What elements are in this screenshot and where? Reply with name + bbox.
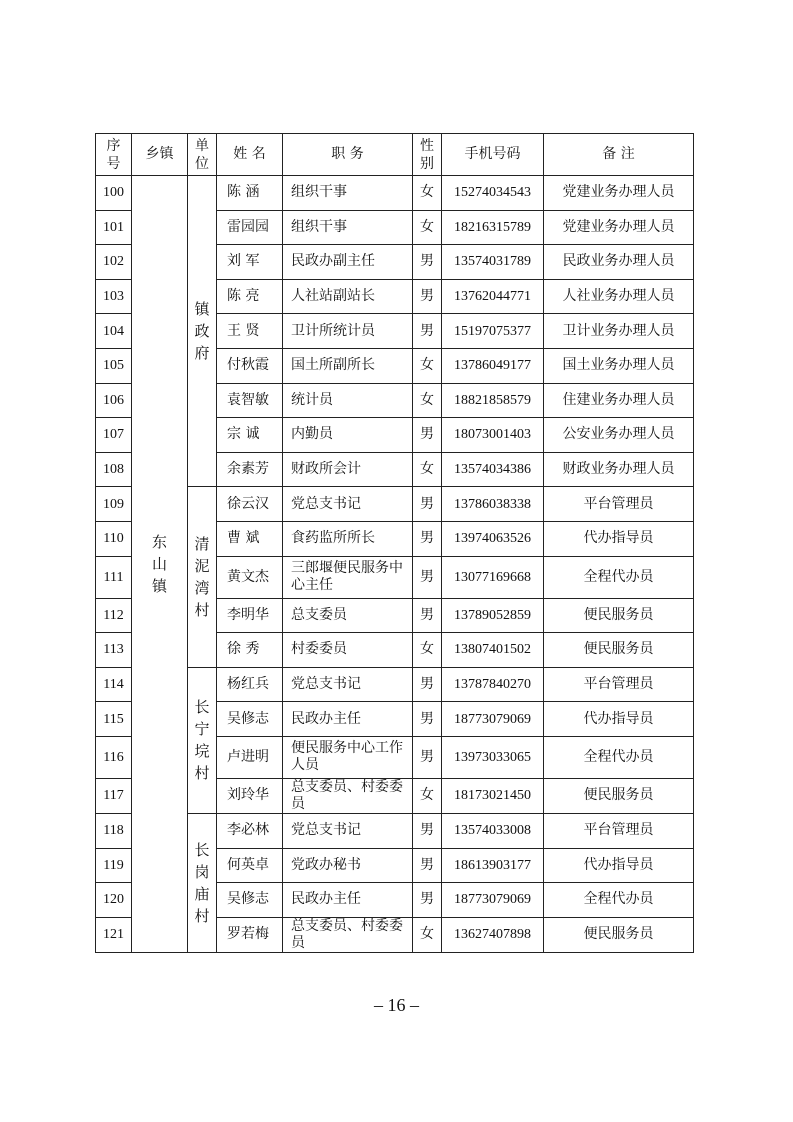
row-phone: 18821858579: [442, 383, 544, 418]
row-gender: 男: [413, 556, 442, 598]
row-remark: 便民服务员: [544, 598, 694, 633]
row-gender: 女: [413, 348, 442, 383]
row-remark: 全程代办员: [544, 736, 694, 778]
row-name: 黄文杰: [217, 556, 283, 598]
row-remark: 平台管理员: [544, 813, 694, 848]
row-index: 101: [96, 210, 132, 245]
header-name: 姓 名: [217, 134, 283, 176]
row-position: 食药监所所长: [283, 521, 413, 556]
row-position: 民政办主任: [283, 702, 413, 737]
row-position: 组织干事: [283, 210, 413, 245]
row-gender: 男: [413, 598, 442, 633]
row-gender: 男: [413, 702, 442, 737]
unit-cell: [188, 487, 217, 667]
row-phone: 13807401502: [442, 633, 544, 668]
row-phone: 18216315789: [442, 210, 544, 245]
row-index: 107: [96, 418, 132, 453]
row-name: 袁智敏: [217, 383, 283, 418]
row-phone: 13789052859: [442, 598, 544, 633]
town-cell: [132, 176, 188, 953]
header-unit: 单位: [188, 134, 217, 176]
row-name: 杨红兵: [217, 667, 283, 702]
row-remark: 国土业务办理人员: [544, 348, 694, 383]
row-phone: 13762044771: [442, 279, 544, 314]
row-remark: 代办指导员: [544, 848, 694, 883]
row-phone: 13574031789: [442, 245, 544, 280]
row-gender: 男: [413, 883, 442, 918]
row-gender: 男: [413, 314, 442, 349]
row-index: 116: [96, 736, 132, 778]
row-phone: 13786038338: [442, 487, 544, 522]
row-remark: 民政业务办理人员: [544, 245, 694, 280]
unit-label: 长宁垸村: [194, 698, 210, 783]
row-name: 雷园园: [217, 210, 283, 245]
row-index: 108: [96, 452, 132, 487]
row-remark: 便民服务员: [544, 917, 694, 952]
header-town: 乡镇: [132, 134, 188, 176]
header-position: 职 务: [283, 134, 413, 176]
row-name: 徐云汉: [217, 487, 283, 522]
row-index: 109: [96, 487, 132, 522]
row-index: 105: [96, 348, 132, 383]
unit-label: 清泥湾村: [194, 535, 210, 620]
page-number: – 16 –: [374, 995, 419, 1015]
header-remark: 备 注: [544, 134, 694, 176]
row-name: 李明华: [217, 598, 283, 633]
row-gender: 男: [413, 418, 442, 453]
row-index: 111: [96, 556, 132, 598]
row-name: 罗若梅: [217, 917, 283, 952]
staff-table: [95, 133, 694, 953]
row-gender: 女: [413, 210, 442, 245]
row-position: 内勤员: [283, 418, 413, 453]
row-gender: 女: [413, 452, 442, 487]
row-phone: 13787840270: [442, 667, 544, 702]
row-index: 102: [96, 245, 132, 280]
header-phone: 手机号码: [442, 134, 544, 176]
row-gender: 女: [413, 917, 442, 952]
row-remark: 全程代办员: [544, 556, 694, 598]
row-remark: 人社业务办理人员: [544, 279, 694, 314]
row-gender: 女: [413, 778, 442, 813]
row-phone: 13077169668: [442, 556, 544, 598]
row-remark: 代办指导员: [544, 521, 694, 556]
row-position: 党总支书记: [283, 667, 413, 702]
row-phone: 13574034386: [442, 452, 544, 487]
row-position: 组织干事: [283, 176, 413, 211]
row-position: 总支委员、村委委员: [283, 917, 413, 952]
row-gender: 女: [413, 633, 442, 668]
row-remark: 公安业务办理人员: [544, 418, 694, 453]
row-index: 114: [96, 667, 132, 702]
row-position: 便民服务中心工作人员: [283, 736, 413, 778]
row-name: 陈 亮: [217, 279, 283, 314]
row-gender: 男: [413, 245, 442, 280]
row-position: 财政所会计: [283, 452, 413, 487]
row-remark: 党建业务办理人员: [544, 210, 694, 245]
header-index: 序号: [96, 134, 132, 176]
table-body: [96, 176, 694, 953]
row-gender: 男: [413, 813, 442, 848]
row-remark: 便民服务员: [544, 633, 694, 668]
row-phone: 18073001403: [442, 418, 544, 453]
row-gender: 男: [413, 487, 442, 522]
row-index: 100: [96, 176, 132, 211]
row-gender: 男: [413, 279, 442, 314]
row-name: 刘 军: [217, 245, 283, 280]
row-position: 卫计所统计员: [283, 314, 413, 349]
row-name: 徐 秀: [217, 633, 283, 668]
row-gender: 男: [413, 848, 442, 883]
row-index: 113: [96, 633, 132, 668]
row-index: 118: [96, 813, 132, 848]
row-phone: 18773079069: [442, 883, 544, 918]
row-index: 104: [96, 314, 132, 349]
header-gender: 性别: [413, 134, 442, 176]
row-position: 总支委员: [283, 598, 413, 633]
row-name: 陈 涵: [217, 176, 283, 211]
unit-cell: [188, 667, 217, 813]
row-phone: 13574033008: [442, 813, 544, 848]
row-gender: 男: [413, 736, 442, 778]
row-position: 总支委员、村委委员: [283, 778, 413, 813]
row-remark: 卫计业务办理人员: [544, 314, 694, 349]
row-gender: 女: [413, 383, 442, 418]
row-position: 人社站副站长: [283, 279, 413, 314]
table-header-row: [96, 134, 694, 176]
row-index: 119: [96, 848, 132, 883]
row-phone: 18613903177: [442, 848, 544, 883]
row-phone: 15274034543: [442, 176, 544, 211]
row-remark: 平台管理员: [544, 487, 694, 522]
row-phone: 15197075377: [442, 314, 544, 349]
row-index: 110: [96, 521, 132, 556]
town-label: 东山镇: [152, 532, 168, 595]
row-remark: 住建业务办理人员: [544, 383, 694, 418]
row-name: 付秋霞: [217, 348, 283, 383]
row-remark: 代办指导员: [544, 702, 694, 737]
row-remark: 党建业务办理人员: [544, 176, 694, 211]
row-index: 106: [96, 383, 132, 418]
row-position: 党总支书记: [283, 487, 413, 522]
row-position: 民政办主任: [283, 883, 413, 918]
row-name: 吴修志: [217, 883, 283, 918]
row-position: 党总支书记: [283, 813, 413, 848]
row-name: 曹 斌: [217, 521, 283, 556]
row-remark: 平台管理员: [544, 667, 694, 702]
row-position: 统计员: [283, 383, 413, 418]
row-remark: 财政业务办理人员: [544, 452, 694, 487]
unit-cell: [188, 813, 217, 952]
row-name: 王 贤: [217, 314, 283, 349]
row-name: 李必林: [217, 813, 283, 848]
row-name: 刘玲华: [217, 778, 283, 813]
row-gender: 男: [413, 667, 442, 702]
row-index: 120: [96, 883, 132, 918]
row-index: 112: [96, 598, 132, 633]
unit-label: 长岗庙村: [194, 840, 210, 925]
row-phone: 13786049177: [442, 348, 544, 383]
row-name: 吴修志: [217, 702, 283, 737]
row-gender: 男: [413, 521, 442, 556]
row-name: 何英卓: [217, 848, 283, 883]
row-position: 党政办秘书: [283, 848, 413, 883]
row-remark: 便民服务员: [544, 778, 694, 813]
row-index: 121: [96, 917, 132, 952]
row-index: 103: [96, 279, 132, 314]
row-position: 民政办副主任: [283, 245, 413, 280]
table-row: [96, 176, 694, 211]
row-phone: 13973033065: [442, 736, 544, 778]
row-name: 余素芳: [217, 452, 283, 487]
unit-label: 镇政府: [194, 300, 210, 363]
row-gender: 女: [413, 176, 442, 211]
row-phone: 18173021450: [442, 778, 544, 813]
row-index: 117: [96, 778, 132, 813]
row-name: 宗 诚: [217, 418, 283, 453]
row-phone: 13974063526: [442, 521, 544, 556]
row-phone: 13627407898: [442, 917, 544, 952]
row-position: 国土所副所长: [283, 348, 413, 383]
row-phone: 18773079069: [442, 702, 544, 737]
row-position: 三郎堰便民服务中心主任: [283, 556, 413, 598]
row-remark: 全程代办员: [544, 883, 694, 918]
row-name: 卢进明: [217, 736, 283, 778]
row-index: 115: [96, 702, 132, 737]
unit-cell: [188, 176, 217, 487]
row-position: 村委委员: [283, 633, 413, 668]
